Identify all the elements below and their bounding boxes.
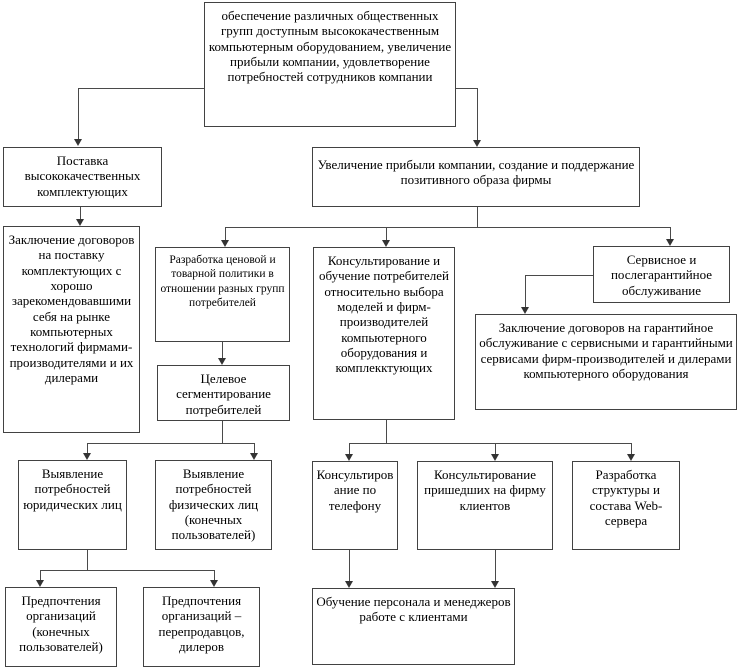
arrowhead xyxy=(221,240,229,247)
node-staff-training: Обучение персонала и менеджеров работе с клиентами xyxy=(312,588,515,665)
arrowhead xyxy=(250,453,258,460)
connector-line xyxy=(222,421,223,443)
connector-line xyxy=(495,550,496,582)
arrowhead xyxy=(36,580,44,587)
connector-line xyxy=(40,570,214,571)
arrowhead xyxy=(345,454,353,461)
arrowhead xyxy=(345,581,353,588)
node-pricing-policy: Разработка ценовой и товарной политики в отношении разных групп потребителей xyxy=(155,247,290,342)
node-web-server: Разработка структуры и состава Web-сервера xyxy=(572,461,680,550)
node-preferences-resellers: Предпочтения организаций – перепродавцов, дилеров xyxy=(143,587,260,667)
arrowhead xyxy=(627,454,635,461)
node-phone-consulting: Консультирование по телефону xyxy=(312,461,398,550)
connector-line xyxy=(456,88,477,89)
node-consulting-training: Консультирование и обучение потребителей относительно выбора моделей и фирм-производителей компьютерного оборудования и комплекктующих xyxy=(313,247,455,420)
arrowhead xyxy=(382,240,390,247)
node-preferences-end-users: Предпочтения организаций (конечных пользователей) xyxy=(5,587,117,667)
connector-line xyxy=(222,342,223,359)
connector-line xyxy=(87,550,88,570)
node-supply-contracts: Заключение договоров на поставку комплектующих с хорошо зарекомендовавшими себя на рынке компьютерных технологий фирмами-производителями и их дилерами xyxy=(3,226,140,433)
node-supply: Поставка высококачественных комплектующих xyxy=(3,147,162,207)
node-needs-legal: Выявление потребностей юридических лиц xyxy=(18,460,127,550)
arrowhead xyxy=(666,239,674,246)
connector-line xyxy=(386,227,387,241)
connector-line xyxy=(349,443,631,444)
connector-line xyxy=(525,275,593,276)
connector-line xyxy=(386,420,387,443)
connector-line xyxy=(477,207,478,227)
arrowhead xyxy=(521,307,529,314)
arrowhead xyxy=(74,139,82,146)
connector-line xyxy=(78,88,79,140)
node-office-consulting: Консультирование пришедших на фирму клиентов xyxy=(417,461,553,550)
connector-line xyxy=(78,88,204,89)
connector-line xyxy=(525,275,526,308)
connector-line xyxy=(225,227,226,241)
arrowhead xyxy=(491,581,499,588)
arrowhead xyxy=(76,219,84,226)
arrowhead xyxy=(491,454,499,461)
connector-line xyxy=(349,550,350,582)
node-profit: Увеличение прибыли компании, создание и поддержание позитивного образа фирмы xyxy=(312,147,640,207)
connector-line xyxy=(87,443,254,444)
connector-line xyxy=(225,227,670,228)
node-segmentation: Целевое сегментирование потребителей xyxy=(157,365,290,421)
node-service: Сервисное и послегарантийное обслуживание xyxy=(593,246,730,303)
node-needs-individual: Выявление потребностей физических лиц (конечных пользователей) xyxy=(155,460,272,550)
node-root: обеспечение различных общественных групп доступным высококачественным компьютерным оборудованием, увеличение прибыли компании, удовлетворение потребностей сотрудников компании xyxy=(204,2,456,127)
arrowhead xyxy=(218,358,226,365)
node-warranty-contracts: Заключение договоров на гарантийное обслуживание с сервисными и гарантийными сервисами фирм-производителей и дилерами компьютерного оборудования xyxy=(475,314,737,410)
arrowhead xyxy=(83,453,91,460)
arrowhead xyxy=(473,140,481,147)
arrowhead xyxy=(210,580,218,587)
connector-line xyxy=(477,88,478,141)
